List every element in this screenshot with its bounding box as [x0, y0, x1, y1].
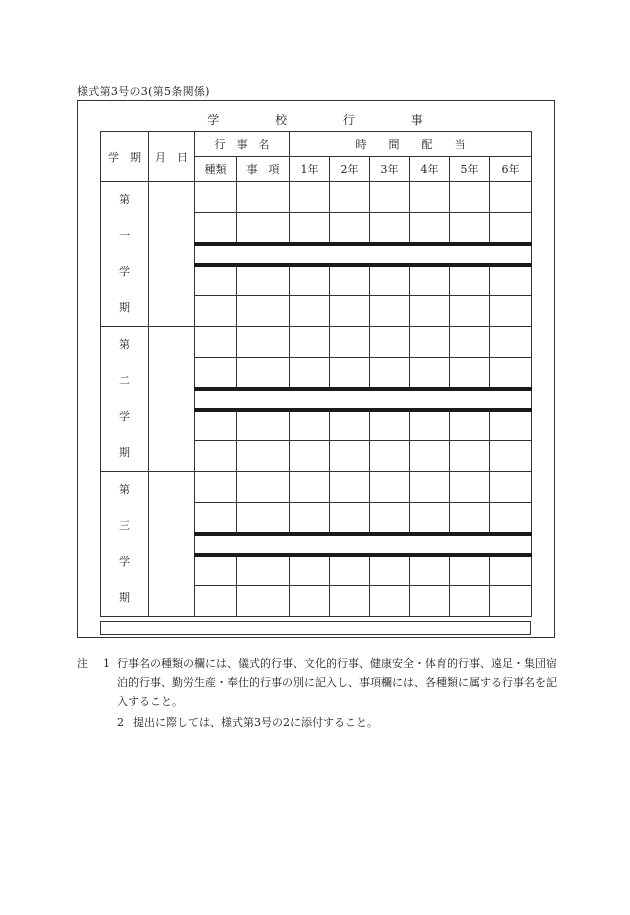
grade-2-cell[interactable]	[330, 441, 370, 472]
header-term: 学 期	[101, 132, 149, 182]
grade-6-cell[interactable]	[490, 441, 532, 472]
header-kind: 種類	[195, 157, 237, 182]
grade-1-cell[interactable]	[290, 555, 330, 586]
grade-3-cell[interactable]	[370, 182, 410, 213]
grade-3-cell[interactable]	[370, 327, 410, 358]
grade-1-cell[interactable]	[290, 327, 330, 358]
grade-2-cell[interactable]	[330, 503, 370, 534]
grade-1-cell[interactable]	[290, 410, 330, 441]
term-label-char: 学	[119, 265, 130, 278]
item-cell[interactable]	[237, 182, 290, 213]
grade-2-cell[interactable]	[330, 213, 370, 244]
grade-4-cell[interactable]	[410, 265, 450, 296]
item-cell[interactable]	[237, 555, 290, 586]
form-caption: 様式第3号の3(第5条関係)	[77, 85, 210, 98]
grade-3-cell[interactable]	[370, 472, 410, 503]
grade-2-cell[interactable]	[330, 555, 370, 586]
term-label-char: 第	[119, 338, 130, 351]
header-grade: 5年	[450, 157, 490, 182]
kind-cell[interactable]	[195, 265, 237, 296]
grade-3-cell[interactable]	[370, 296, 410, 327]
grade-2-cell[interactable]	[330, 265, 370, 296]
grade-5-cell[interactable]	[450, 586, 490, 617]
grade-1-cell[interactable]	[290, 441, 330, 472]
grade-5-cell[interactable]	[450, 213, 490, 244]
grade-4-cell[interactable]	[410, 586, 450, 617]
month-day-cell[interactable]	[149, 327, 195, 472]
term-label-char: 期	[119, 591, 130, 604]
note-text: 行事名の種類の欄には、儀式的行事、文化的行事、健康安全・体育的行事、遠足・集団宿泊的行事、勤労生産・奉仕的行事の別に記入し、事項欄には、各種類に属する行事名を記入すること。	[117, 657, 557, 708]
item-cell[interactable]	[237, 296, 290, 327]
term-label-char: 学	[119, 410, 130, 423]
grade-1-cell[interactable]	[290, 265, 330, 296]
grade-3-cell[interactable]	[370, 410, 410, 441]
term-label-char: 第	[119, 193, 130, 206]
grade-1-cell[interactable]	[290, 503, 330, 534]
header-event-name: 行 事 名	[195, 132, 290, 157]
grade-2-cell[interactable]	[330, 327, 370, 358]
grade-2-cell[interactable]	[330, 358, 370, 389]
grade-2-cell[interactable]	[330, 586, 370, 617]
grade-2-cell[interactable]	[330, 472, 370, 503]
header-row-1	[101, 132, 532, 157]
term-label	[101, 472, 149, 617]
grade-5-cell[interactable]	[450, 441, 490, 472]
note-text: 提出に際しては、様式第3号の2に添付すること。	[133, 716, 378, 729]
grade-5-cell[interactable]	[450, 358, 490, 389]
kind-cell[interactable]	[195, 503, 237, 534]
term-label-char: 一	[119, 229, 130, 242]
grade-4-cell[interactable]	[410, 503, 450, 534]
grade-5-cell[interactable]	[450, 265, 490, 296]
grade-1-cell[interactable]	[290, 586, 330, 617]
kind-cell[interactable]	[195, 296, 237, 327]
term-label-char: 学	[119, 555, 130, 568]
grade-6-cell[interactable]	[490, 586, 532, 617]
item-cell[interactable]	[237, 472, 290, 503]
kind-cell[interactable]	[195, 182, 237, 213]
kind-cell[interactable]	[195, 358, 237, 389]
item-cell[interactable]	[237, 441, 290, 472]
grade-1-cell[interactable]	[290, 182, 330, 213]
header-grade: 1年	[290, 157, 330, 182]
grade-4-cell[interactable]	[410, 410, 450, 441]
notes-section	[77, 654, 557, 732]
header-grade: 2年	[330, 157, 370, 182]
header-item: 事 項	[237, 157, 290, 182]
term-label-char: 期	[119, 446, 130, 459]
grade-5-cell[interactable]	[450, 296, 490, 327]
term-divider-rule	[195, 534, 532, 555]
grade-6-cell[interactable]	[490, 213, 532, 244]
item-cell[interactable]	[237, 358, 290, 389]
grade-3-cell[interactable]	[370, 503, 410, 534]
grade-3-cell[interactable]	[370, 265, 410, 296]
header-grade: 6年	[490, 157, 532, 182]
grade-1-cell[interactable]	[290, 472, 330, 503]
kind-cell[interactable]	[195, 441, 237, 472]
item-cell[interactable]	[237, 410, 290, 441]
month-day-cell[interactable]	[149, 182, 195, 327]
grade-3-cell[interactable]	[370, 586, 410, 617]
grade-6-cell[interactable]	[490, 296, 532, 327]
title-char: 学	[207, 113, 222, 127]
note-number: 1	[103, 657, 110, 670]
grade-3-cell[interactable]	[370, 213, 410, 244]
grade-5-cell[interactable]	[450, 182, 490, 213]
header-grade: 4年	[410, 157, 450, 182]
grade-6-cell[interactable]	[490, 182, 532, 213]
term-label-char: 第	[119, 483, 130, 496]
grade-3-cell[interactable]	[370, 555, 410, 586]
grade-6-cell[interactable]	[490, 358, 532, 389]
grade-5-cell[interactable]	[450, 555, 490, 586]
term-label-char: 三	[119, 519, 130, 532]
grade-6-cell[interactable]	[490, 327, 532, 358]
grade-4-cell[interactable]	[410, 358, 450, 389]
grade-2-cell[interactable]	[330, 182, 370, 213]
form-title	[78, 111, 554, 128]
grade-3-cell[interactable]	[370, 358, 410, 389]
grade-4-cell[interactable]	[410, 472, 450, 503]
grade-6-cell[interactable]	[490, 410, 532, 441]
kind-cell[interactable]	[195, 472, 237, 503]
grade-4-cell[interactable]	[410, 182, 450, 213]
term-2-row	[101, 327, 532, 358]
month-day-cell[interactable]	[149, 472, 195, 617]
note-item	[77, 713, 557, 732]
grade-3-cell[interactable]	[370, 441, 410, 472]
note-mark: 注	[77, 657, 88, 670]
grade-1-cell[interactable]	[290, 358, 330, 389]
kind-cell[interactable]	[195, 327, 237, 358]
grade-6-cell[interactable]	[490, 503, 532, 534]
grade-4-cell[interactable]	[410, 555, 450, 586]
item-cell[interactable]	[237, 265, 290, 296]
grade-5-cell[interactable]	[450, 410, 490, 441]
term-3-row	[101, 472, 532, 503]
term-label-char: 二	[119, 374, 130, 387]
item-cell[interactable]	[237, 586, 290, 617]
grade-6-cell[interactable]	[490, 265, 532, 296]
term-divider-rule	[195, 244, 532, 265]
grade-1-cell[interactable]	[290, 213, 330, 244]
grade-4-cell[interactable]	[410, 441, 450, 472]
note-item	[77, 654, 557, 711]
item-cell[interactable]	[237, 213, 290, 244]
title-char: 行	[342, 113, 357, 127]
title-char: 事	[410, 113, 425, 127]
header-grade: 3年	[370, 157, 410, 182]
grade-6-cell[interactable]	[490, 555, 532, 586]
grade-4-cell[interactable]	[410, 213, 450, 244]
grade-5-cell[interactable]	[450, 503, 490, 534]
term-1-row	[101, 182, 532, 213]
term-divider-rule	[195, 389, 532, 410]
grade-2-cell[interactable]	[330, 410, 370, 441]
item-cell[interactable]	[237, 327, 290, 358]
header-time-allocation: 時 間 配 当	[290, 132, 532, 157]
grade-2-cell[interactable]	[330, 296, 370, 327]
term-label	[101, 327, 149, 472]
note-number: 2	[117, 716, 124, 729]
header-month-day: 月 日	[149, 132, 195, 182]
title-char: 校	[275, 113, 290, 127]
item-cell[interactable]	[237, 503, 290, 534]
term-label	[101, 182, 149, 327]
grade-4-cell[interactable]	[410, 327, 450, 358]
kind-cell[interactable]	[195, 555, 237, 586]
grade-5-cell[interactable]	[450, 327, 490, 358]
grade-1-cell[interactable]	[290, 296, 330, 327]
grade-4-cell[interactable]	[410, 296, 450, 327]
school-events-table	[100, 131, 532, 617]
kind-cell[interactable]	[195, 410, 237, 441]
grade-5-cell[interactable]	[450, 472, 490, 503]
grade-6-cell[interactable]	[490, 472, 532, 503]
kind-cell[interactable]	[195, 213, 237, 244]
table-footer-bar	[100, 621, 531, 635]
term-label-char: 期	[119, 301, 130, 314]
kind-cell[interactable]	[195, 586, 237, 617]
